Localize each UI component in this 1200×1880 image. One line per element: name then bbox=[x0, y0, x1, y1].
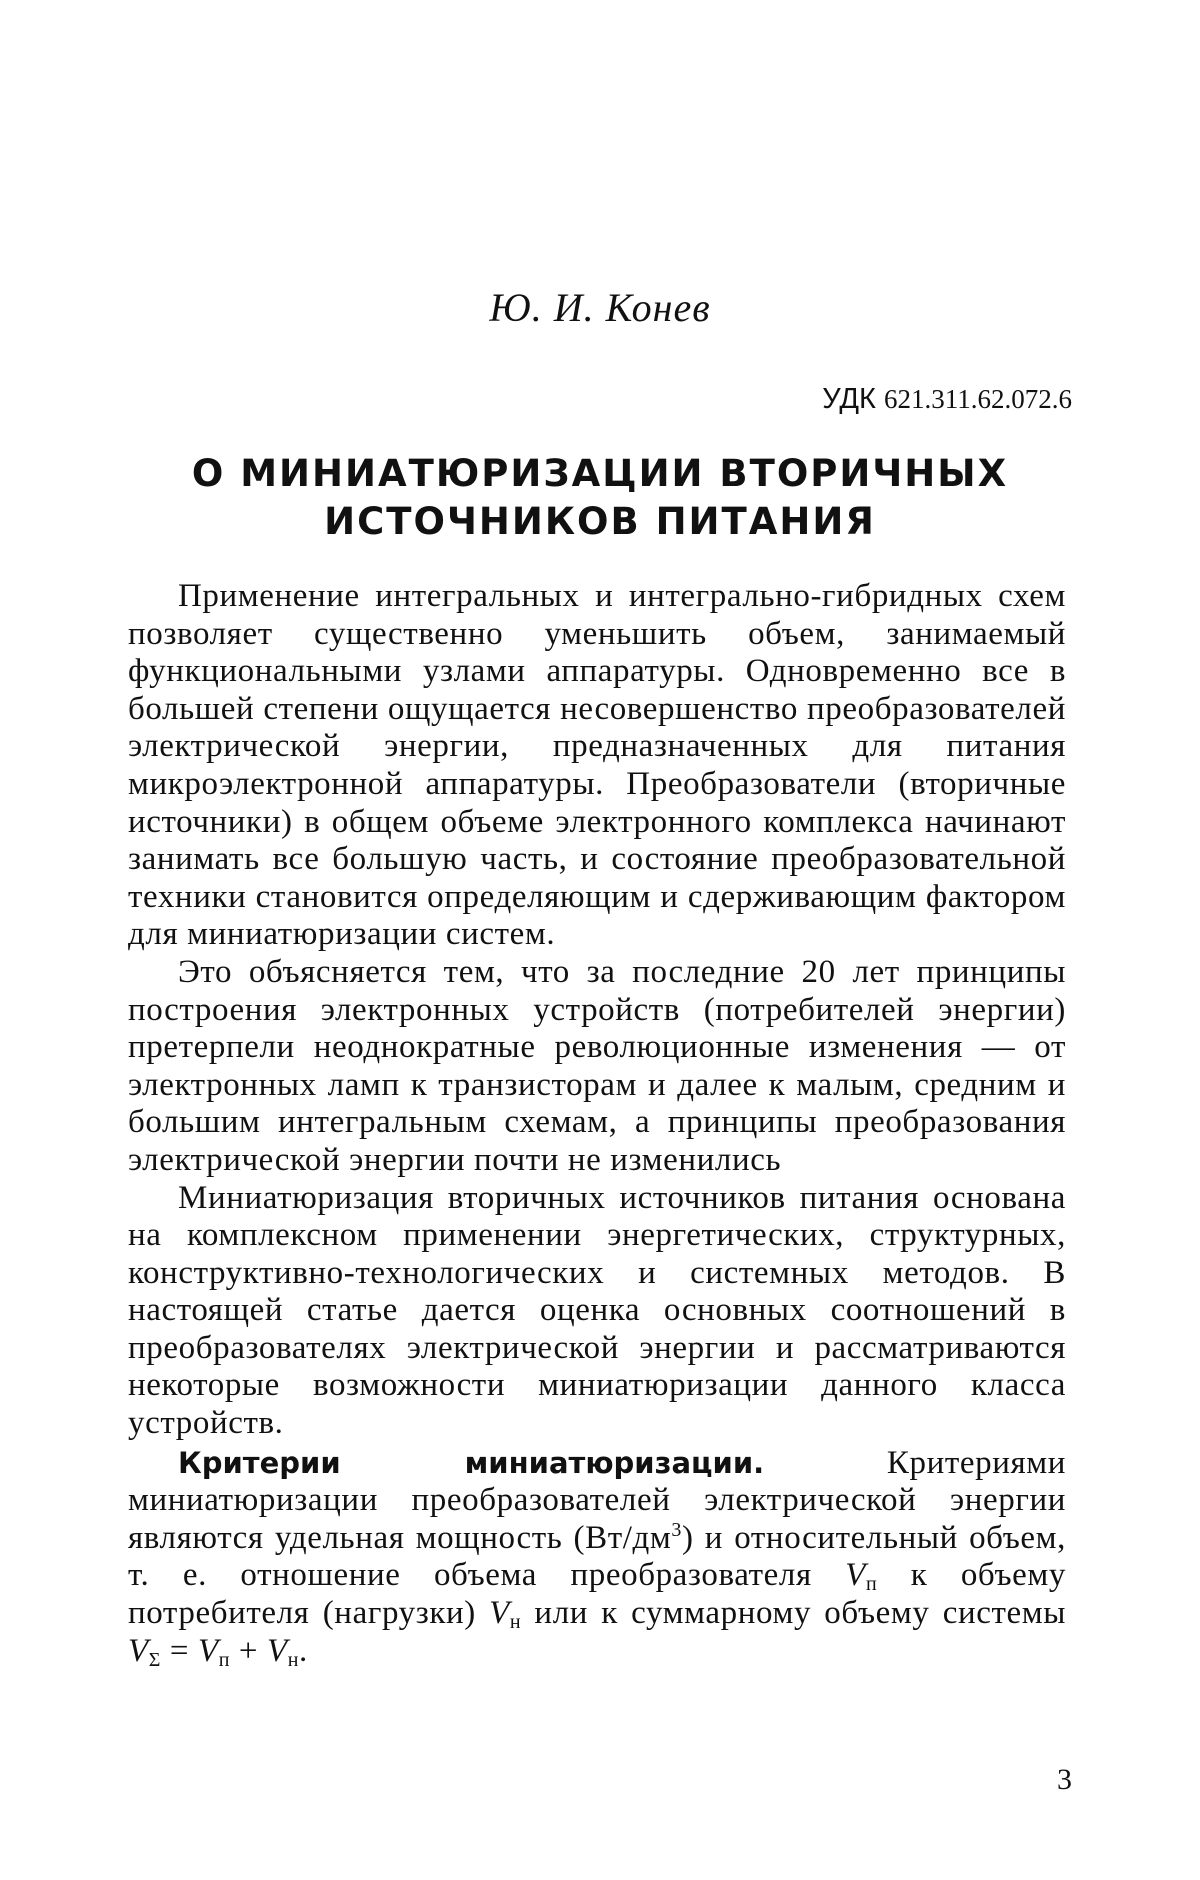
udc-value: 621.311.62.072.6 bbox=[884, 384, 1072, 414]
paragraph-4 bbox=[128, 1445, 1066, 1671]
symbol-v-converter: V bbox=[845, 1557, 866, 1594]
symbol-v-converter-2: V bbox=[197, 1632, 219, 1669]
symbol-v-load-2: V bbox=[266, 1632, 288, 1669]
paragraph-4-text-3: к объему потребителя (нагрузки) bbox=[128, 1557, 1066, 1632]
title-line-1: О МИНИАТЮРИЗАЦИИ ВТОРИЧНЫХ bbox=[191, 452, 1009, 495]
paragraph-4-text-1: Критериями миниатюризации преобразователей электрической энергии являются удельная мощность (Вт/дм bbox=[128, 1444, 1066, 1556]
subscript-load-2: н bbox=[287, 1648, 300, 1671]
symbol-v-sum: V bbox=[128, 1632, 149, 1669]
udc-code bbox=[822, 380, 1072, 418]
section-heading-inline: Критерии миниатюризации. bbox=[178, 1445, 765, 1480]
article-title bbox=[0, 450, 1200, 546]
plus-sign: + bbox=[230, 1632, 267, 1669]
sentence-end: . bbox=[299, 1632, 308, 1669]
page-number: 3 bbox=[1057, 1763, 1072, 1796]
author-name: Ю. И. Конев bbox=[489, 285, 711, 330]
paragraph-2: Это объясняется тем, что за последние 20 лет принципы построения электронных устройств (потребителей энергии) претерпели неоднократные революционные изменения — от электронных ламп к транзисторам и далее к малым, средним и большим интегральным схемам, а принципы преобразования электрической энергии почти не изменились bbox=[128, 953, 1066, 1178]
paragraph-4-text-2: ) и относительный объем, т. е. отношение объема преобразователя bbox=[128, 1519, 1066, 1594]
udc-label: УДК bbox=[822, 383, 876, 415]
paragraph-4-text-4: или к суммарному объему системы bbox=[521, 1595, 1066, 1632]
subscript-sum: Σ bbox=[148, 1648, 162, 1671]
equals-sign: = bbox=[161, 1632, 198, 1669]
paragraph-3: Миниатюризация вторичных источников питания основана на комплексном применении энергетических, структурных, конструктивно-технологических и системных методов. В настоящей статье дается оценка основных соотношений в преобразователях электрической энергии и рассматриваются некоторые возможности миниатюризации данного класса устройств. bbox=[128, 1179, 1066, 1442]
subscript-converter-2: п bbox=[218, 1648, 231, 1671]
paragraph-1: Применение интегральных и интегрально-гибридных схем позволяет существенно уменьшить объем, занимаемый функциональными узлами аппаратуры. Одновременно все в большей степени ощущается несовершенство преобразователей электрической энергии, предназначенных для питания микроэлектронной аппаратуры. Преобразователи (вторичные источники) в общем объеме электронного комплекса начинают занимать все большую часть, и состояние преобразовательной техники становится определяющим и сдерживающим фактором для миниатюризации систем. bbox=[128, 578, 1066, 953]
subscript-load: н bbox=[509, 1611, 522, 1634]
symbol-v-load: V bbox=[489, 1595, 510, 1632]
article-body bbox=[128, 578, 1066, 1670]
title-line-2: ИСТОЧНИКОВ ПИТАНИЯ bbox=[324, 500, 876, 543]
subscript-converter: п bbox=[865, 1573, 878, 1596]
unit-exponent: 3 bbox=[671, 1518, 683, 1541]
